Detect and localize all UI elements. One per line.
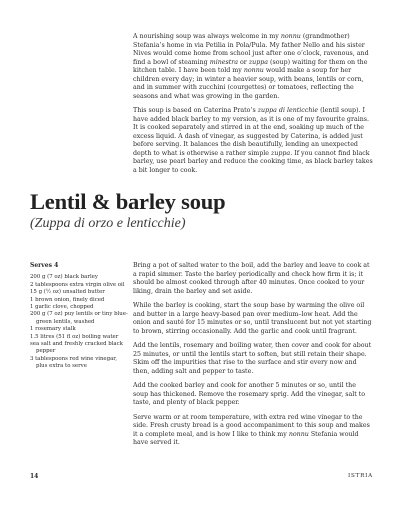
- ingredient-item: 3 tablespoons red wine vinegar, plus extra to serve: [30, 355, 117, 370]
- method-step: While the barley is cooking, start the soup base by warming the olive oil and butter in a large heavy-based pan over medium–low heat. Add the onion and sauté for 15 minutes or so, until translucent but not yet starting to brown, stirring occasionally. Add the garlic and cook until fragrant.: [133, 302, 372, 335]
- method-step-last: Serve warm or at room temperature, with extra red wine vinegar to the side. Fresh crusty bread is a good accompaniment to this soup and makes it a complete meal, and is how I like to think my nonnu Stefania would have served it.: [133, 413, 370, 446]
- ingredient-item: 1 brown onion, finely diced: [30, 296, 105, 303]
- intro-paragraph-2: This soup is based on Caterina Prato’s zuppa di lenticchie (lentil soup). I have added black barley to my version, as it is one of my favourite grains. It is cooked separately and stirred in at the end, soaking up much of the excess liquid. A dash of vinegar, as suggested by Caterina, is added just before serving. It balances the dish beautifully, lending an unexpected depth to what is otherwise a rather simple zuppa. If you cannot find black barley, use pearl barley and reduce the cooking time, as black barley takes a bit longer to cook.: [133, 107, 373, 174]
- ingredient-list: [30, 274, 128, 370]
- ingredient-item: 200 g (7 oz) puy lentils or tiny blue-green lentils, washed: [30, 311, 128, 325]
- ingredient-item: 1.5 litres (51 fl oz) boiling water: [30, 333, 119, 340]
- ingredient-item: 15 g (½ oz) unsalted butter: [30, 289, 105, 296]
- ingredient-item: 1 rosemary stalk: [30, 326, 76, 333]
- method-column: [133, 262, 373, 448]
- section-label: ISTRIA: [347, 473, 373, 479]
- ingredient-item: 2 tablespoons extra virgin olive oil: [30, 281, 125, 288]
- intro-paragraph-1: A nourishing soup was always welcome in my nonnu (grandmother) Stefania’s home in via Petilia in Pola/Pula. My father Nello and his sister Nives would come home from school just after one o’clock, ravenous, and find a bowl of steaming minestra or zuppa (soup) waiting for them on the kitchen table. I have been told my nonnu would make a soup for her children every day; in winter a heavier soup, with beans, lentils or corn, and in summer with zucchini (courgettes) or tomatoes, reflecting the seasons and what was growing in the garden.: [133, 33, 369, 100]
- page-number: 14: [30, 473, 39, 480]
- recipe-title: Lentil & barley soup: [30, 189, 226, 214]
- ingredients-column: [30, 262, 128, 371]
- ingredient-item: 1 garlic clove, chopped: [30, 304, 94, 311]
- serves-label: Serves 4: [30, 262, 59, 269]
- recipe-subtitle: (Zuppa di orzo e lenticchie): [30, 216, 186, 231]
- method-step: Bring a pot of salted water to the boil, add the barley and leave to cook at a rapid simmer. Taste the barley periodically and check how firm it is; it should be almost cooked through after 40 minutes. Once cooked to your liking, drain the barley and set aside.: [133, 262, 370, 295]
- intro-text: [133, 33, 373, 175]
- ingredient-item: sea salt and freshly cracked black pepper: [30, 341, 123, 355]
- ingredient-item: 200 g (7 oz) black barley: [30, 274, 98, 281]
- method-step: Add the cooked barley and cook for another 5 minutes or so, until the soup has thickened. Remove the rosemary sprig. Add the vinegar, salt to taste, and plenty of black pepper.: [133, 382, 366, 406]
- method-step: Add the lentils, rosemary and boiling water, then cover and cook for about 25 minutes, or until the lentils start to soften, but still retain their shape. Skim off the impurities that rise to the surface and stir every now and then, adding salt and pepper to taste.: [133, 342, 372, 375]
